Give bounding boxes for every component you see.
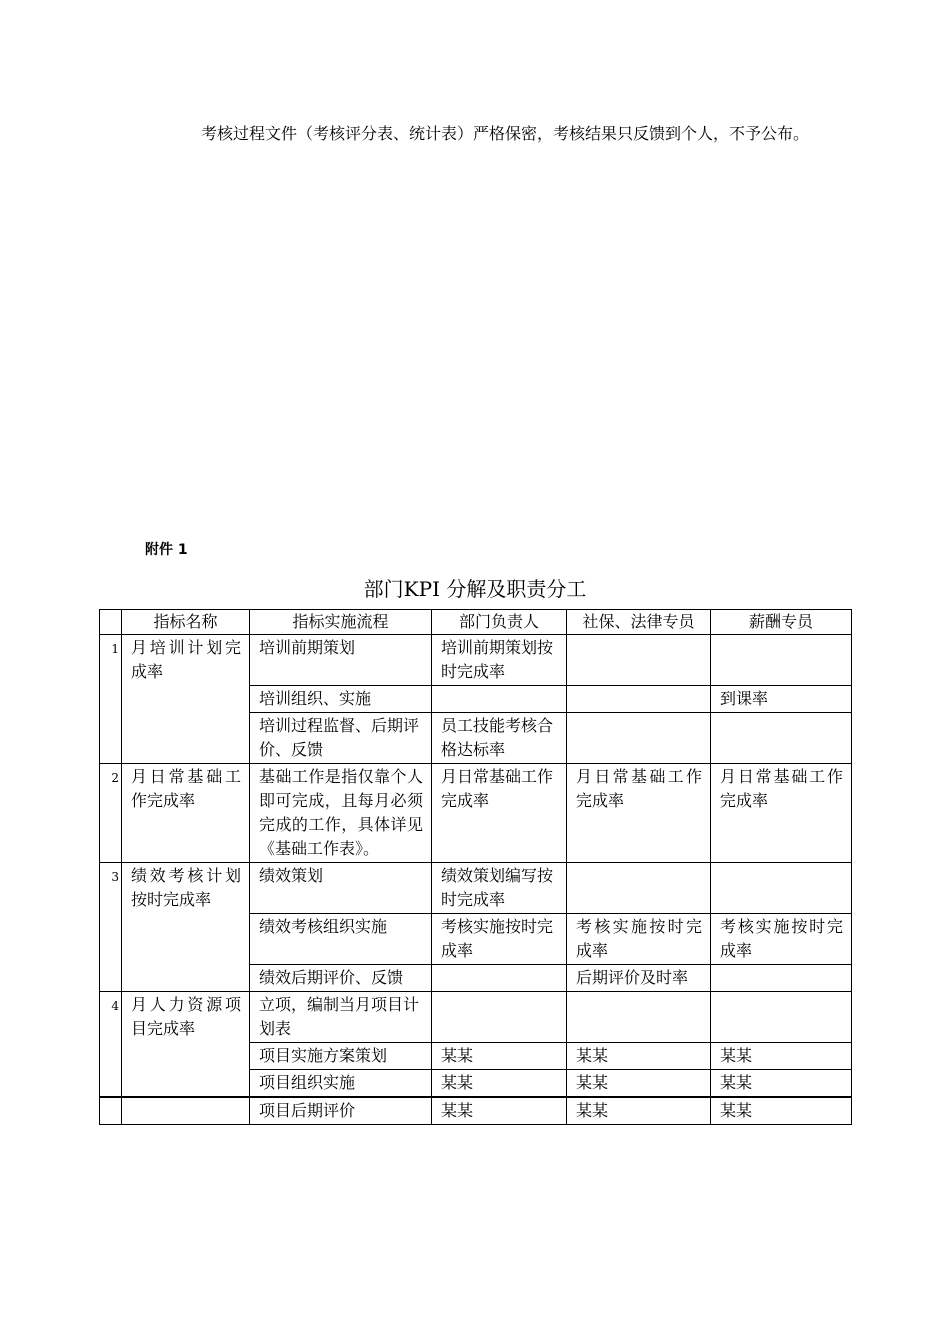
empty-cell — [100, 1097, 122, 1125]
table-header-row — [100, 610, 852, 635]
owner-cell: 月日常基础工作完成率 — [432, 764, 567, 863]
row-number: 3 — [100, 863, 122, 992]
owner-cell — [432, 965, 567, 992]
process-cell: 培训组织、实施 — [250, 686, 432, 713]
process-cell: 绩效考核组织实施 — [250, 914, 432, 965]
row-number: 1 — [100, 635, 122, 764]
process-cell: 项目组织实施 — [250, 1070, 432, 1098]
process-cell: 项目后期评价 — [250, 1097, 432, 1125]
legal-cell: 考核实施按时完成率 — [567, 914, 711, 965]
payroll-cell: 某某 — [711, 1070, 852, 1098]
process-cell: 立项，编制当月项目计划表 — [250, 992, 432, 1043]
owner-cell: 培训前期策划按时完成率 — [432, 635, 567, 686]
process-cell: 项目实施方案策划 — [250, 1043, 432, 1070]
legal-cell: 某某 — [567, 1070, 711, 1098]
body-paragraph: 考核过程文件（考核评分表、统计表）严格保密，考核结果只反馈到个人，不予公布。 — [201, 124, 810, 143]
header-cell: 部门负责人 — [432, 610, 567, 635]
header-cell: 薪酬专员 — [711, 610, 852, 635]
payroll-cell: 月日常基础工作完成率 — [711, 764, 852, 863]
legal-cell — [567, 863, 711, 914]
table-row — [100, 1097, 852, 1125]
owner-cell: 考核实施按时完成率 — [432, 914, 567, 965]
header-cell: 社保、法律专员 — [567, 610, 711, 635]
owner-cell — [432, 686, 567, 713]
owner-cell: 员工技能考核合格达标率 — [432, 713, 567, 764]
owner-cell: 绩效策划编写按时完成率 — [432, 863, 567, 914]
kpi-name: 月人力资源项目完成率 — [122, 992, 250, 1098]
legal-cell: 月日常基础工作完成率 — [567, 764, 711, 863]
process-cell: 培训前期策划 — [250, 635, 432, 686]
payroll-cell: 某某 — [711, 1097, 852, 1125]
annex-label: 附件 1 — [145, 542, 188, 558]
table-title: 部门KPI 分解及职责分工 — [363, 577, 587, 601]
empty-cell — [122, 1097, 250, 1125]
payroll-cell — [711, 635, 852, 686]
kpi-name: 月日常基础工作完成率 — [122, 764, 250, 863]
owner-cell: 某某 — [432, 1097, 567, 1125]
legal-cell — [567, 635, 711, 686]
owner-cell: 某某 — [432, 1043, 567, 1070]
table-row — [100, 635, 852, 686]
table-row — [100, 992, 852, 1043]
table-row — [100, 863, 852, 914]
header-cell — [100, 610, 122, 635]
header-cell: 指标名称 — [122, 610, 250, 635]
payroll-cell — [711, 713, 852, 764]
legal-cell: 某某 — [567, 1097, 711, 1125]
row-number: 2 — [100, 764, 122, 863]
legal-cell: 某某 — [567, 1043, 711, 1070]
legal-cell — [567, 713, 711, 764]
payroll-cell — [711, 992, 852, 1043]
payroll-cell — [711, 863, 852, 914]
payroll-cell — [711, 965, 852, 992]
kpi-name: 月培训计划完成率 — [122, 635, 250, 764]
process-cell: 绩效后期评价、反馈 — [250, 965, 432, 992]
table-row — [100, 764, 852, 863]
process-cell: 培训过程监督、后期评价、反馈 — [250, 713, 432, 764]
owner-cell: 某某 — [432, 1070, 567, 1098]
payroll-cell: 到课率 — [711, 686, 852, 713]
kpi-table — [99, 609, 852, 1125]
process-cell: 基础工作是指仅靠个人即可完成，且每月必须完成的工作，具体详见《基础工作表》。 — [250, 764, 432, 863]
legal-cell — [567, 686, 711, 713]
payroll-cell: 考核实施按时完成率 — [711, 914, 852, 965]
kpi-name: 绩效考核计划按时完成率 — [122, 863, 250, 992]
payroll-cell: 某某 — [711, 1043, 852, 1070]
process-cell: 绩效策划 — [250, 863, 432, 914]
row-number: 4 — [100, 992, 122, 1098]
legal-cell — [567, 992, 711, 1043]
legal-cell: 后期评价及时率 — [567, 965, 711, 992]
owner-cell — [432, 992, 567, 1043]
header-cell: 指标实施流程 — [250, 610, 432, 635]
